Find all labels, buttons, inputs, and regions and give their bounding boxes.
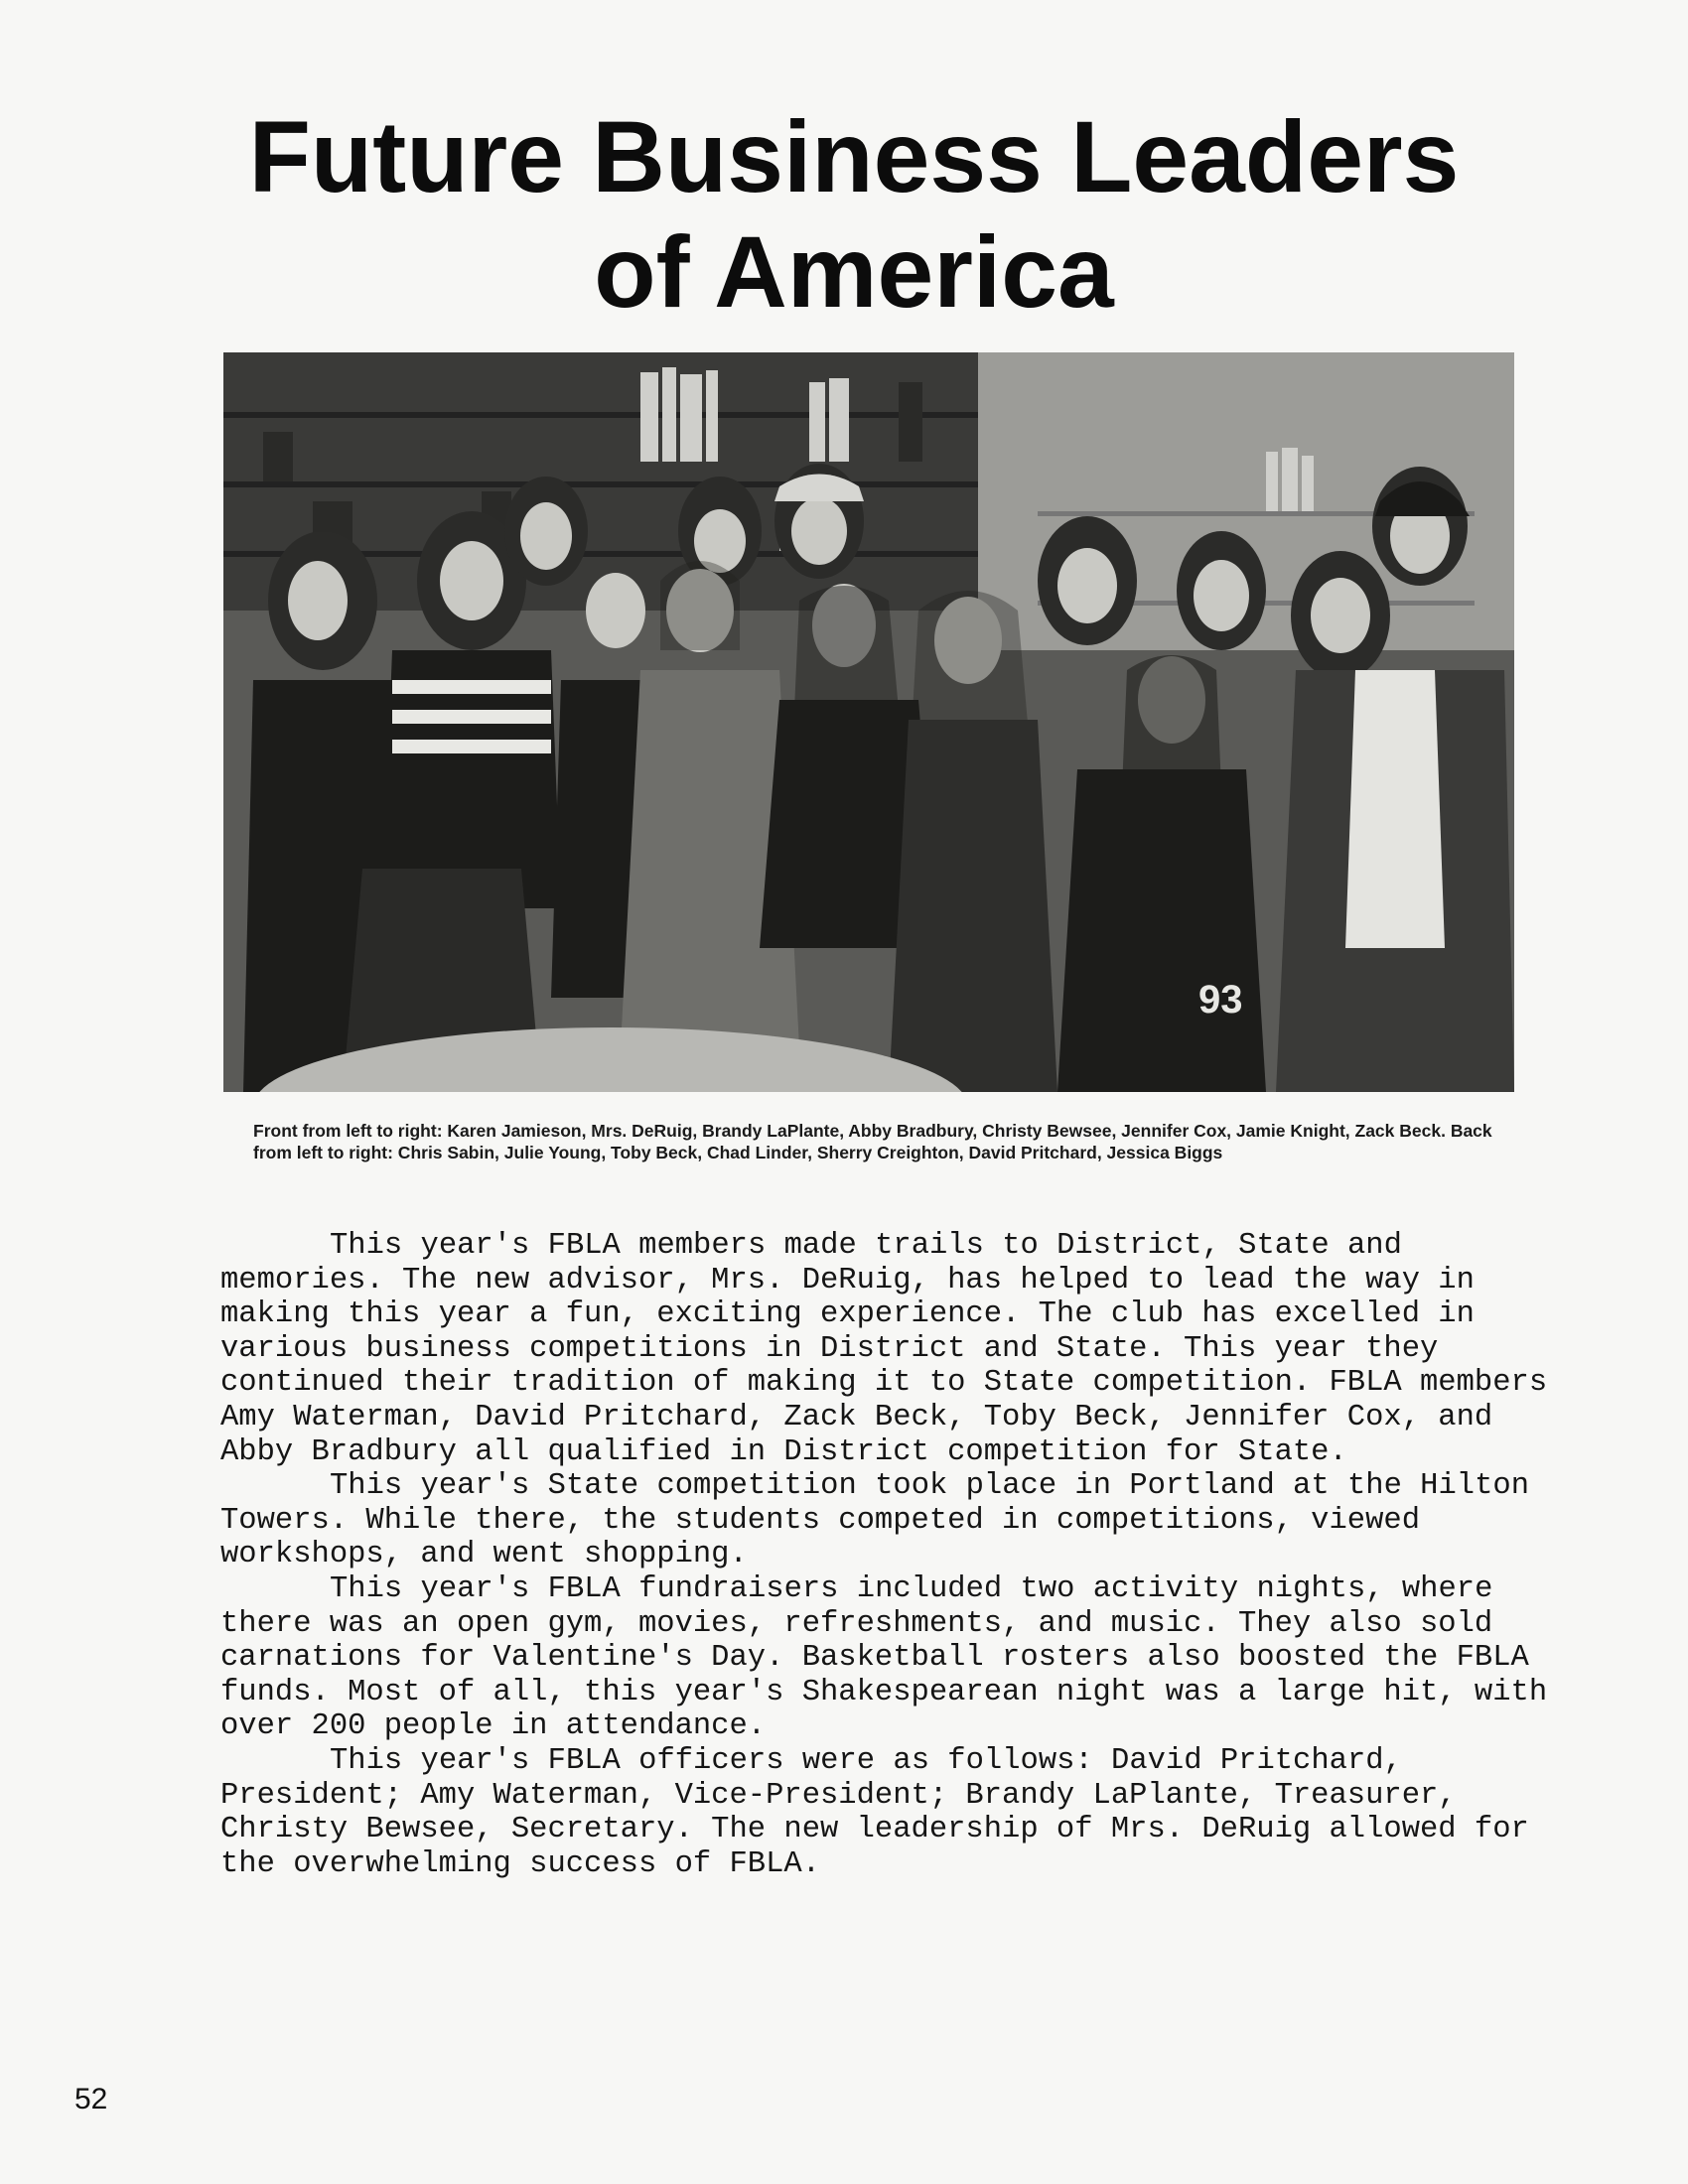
jersey-number: 93 xyxy=(1198,978,1243,1022)
title-line-2: of America xyxy=(594,215,1114,329)
article-paragraph: This year's State competition took place in Portland at the Hilton Towers. While there, the students competed in competitions, viewed workshops, and went shopping. xyxy=(220,1469,1529,1572)
page-title xyxy=(139,99,1569,330)
article-paragraph: This year's FBLA officers were as follows: David Pritchard, President; Amy Waterman, Vice-President; Brandy LaPlante, Treasurer, Christy Bewsee, Secretary. The new leadership of Mrs. DeRuig allowed for the overwhelming success of FBLA. xyxy=(220,1743,1529,1881)
group-photo xyxy=(223,352,1514,1092)
article-paragraph: This year's FBLA fundraisers included two activity nights, where there was an open gym, movies, refreshments, and music. They also sold carnations for Valentine's Day. Basketball rosters also boosted the FBLA funds. Most of all, this year's Shakespearean night was a large hit, with over 200 people in attendance. xyxy=(220,1571,1548,1744)
article-body xyxy=(220,1229,1571,1881)
article-paragraph: This year's FBLA members made trails to District, State and memories. The new advisor, Mrs. DeRuig, has helped to lead the way in making this year a fun, exciting experience. The club has excelled in various business competitions in District and State. This year they continued their tradition of making it to State competition. FBLA members Amy Waterman, David Pritchard, Zack Beck, Toby Beck, Jennifer Cox, and Abby Bradbury all qualified in District competition for State. xyxy=(220,1229,1548,1469)
photo-caption: Front from left to right: Karen Jamieson, Mrs. DeRuig, Brandy LaPlante, Abby Bradbury, Christy Bewsee, Jennifer Cox, Jamie Knight, Zack Beck. Back from left to right: Chris Sabin, Julie Young, Toby Beck, Chad Linder, Sherry Creighton, David Pritchard, Jessica Biggs xyxy=(253,1121,1492,1162)
page-number: 52 xyxy=(74,2083,108,2116)
title-line-1: Future Business Leaders xyxy=(248,100,1460,213)
